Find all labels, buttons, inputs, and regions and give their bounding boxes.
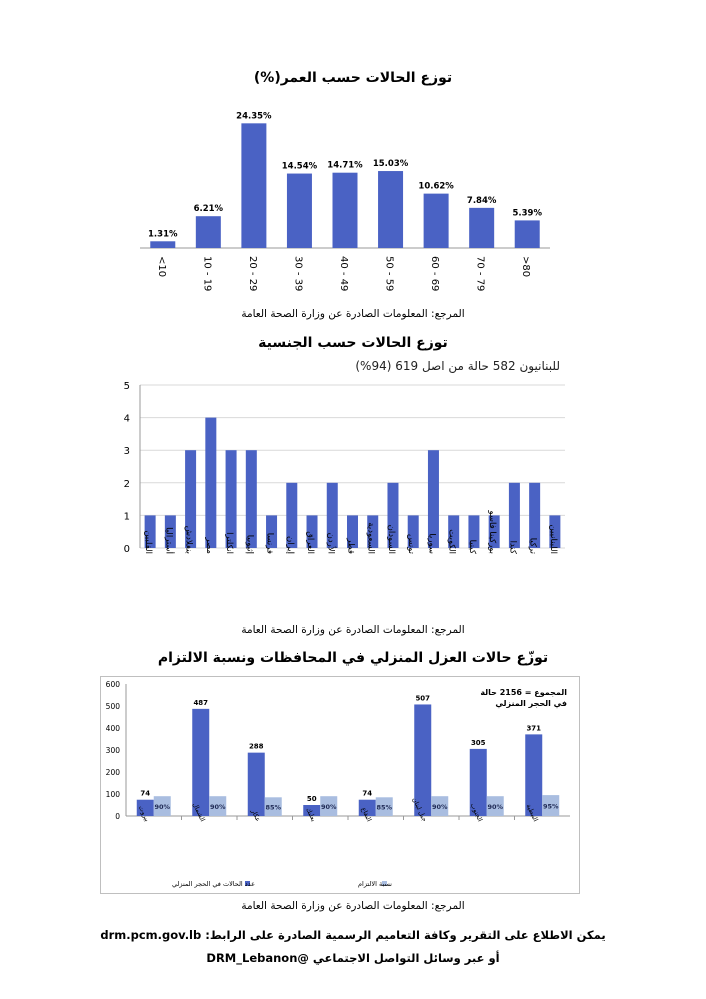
data-label: 1.31% — [148, 229, 178, 240]
data-label-compliance: 90% — [154, 803, 171, 812]
x-tick-label: عكار — [249, 808, 263, 823]
footer-report-link: يمكن الاطلاع على التقرير وكافة التعاميم الرسمية الصادرة على الرابط: drm.pcm.gov.lb — [100, 928, 606, 942]
x-tick-label: الفلبين — [143, 530, 154, 554]
nationality-chart-subtitle: للبنانيون 582 حالة من اصل 619 (94%) — [355, 359, 560, 373]
x-tick-label: 60 - 69 — [429, 256, 441, 292]
x-tick-label: مصر — [203, 537, 214, 554]
x-tick-label: 50 - 59 — [383, 256, 395, 292]
x-tick-label: النبطية — [524, 802, 540, 823]
x-tick-label: كندا — [507, 540, 518, 554]
bar — [205, 418, 216, 548]
x-tick-label: انكلترا — [224, 532, 235, 554]
bar — [515, 220, 540, 248]
x-tick-label: 20 - 29 — [246, 256, 258, 292]
x-tick-label: كينيا — [466, 539, 477, 554]
data-label: 5.39% — [512, 208, 542, 219]
y-tick-label: 0 — [123, 544, 130, 555]
data-label-cases: 74 — [140, 789, 151, 798]
x-tick-label: بوركينا فاسو — [487, 510, 498, 554]
data-label: 14.71% — [327, 160, 363, 171]
age-chart — [130, 100, 560, 305]
data-label: 10.62% — [418, 181, 454, 192]
x-tick-label: فرنسا — [264, 532, 275, 554]
x-tick-label: بيروت — [136, 804, 152, 823]
bar-cases — [192, 709, 209, 816]
x-tick-label: 70 - 79 — [474, 256, 486, 292]
x-tick-label: الجنوب — [468, 801, 485, 823]
chart-border — [101, 677, 580, 894]
x-tick-label: تونس — [406, 534, 417, 554]
x-tick-label: أستراليا — [163, 527, 174, 554]
x-tick-label: العراق — [305, 531, 316, 554]
data-label: 15.03% — [372, 159, 409, 170]
x-tick-label: <10 — [155, 256, 167, 278]
x-tick-label: جبل لبنان — [410, 796, 429, 823]
nationality-chart — [110, 375, 570, 620]
x-tick-label: بعلبك — [304, 806, 318, 823]
x-tick-label: قطر — [345, 538, 356, 554]
legend-label-cases: عدد الحالات في الحجر المنزلي — [171, 880, 255, 888]
age-chart-source: المرجع: المعلومات الصادرة عن وزارة الصحة العامة — [241, 308, 465, 320]
bar — [150, 241, 175, 248]
x-tick-label: اللبنانيين — [547, 524, 558, 554]
data-label-compliance: 85% — [376, 803, 393, 812]
y-tick-label: 3 — [123, 446, 130, 458]
y-tick-label: 5 — [123, 381, 130, 392]
data-label-compliance: 85% — [265, 803, 282, 812]
data-label-compliance: 90% — [320, 803, 337, 812]
isolation-total-annotation: المجموع = 2156 حالة في الحجر المنزلي — [480, 688, 567, 708]
x-tick-label: إثيوبيا — [244, 534, 255, 554]
x-tick-label: السودان — [385, 524, 396, 554]
y-tick-label: 200 — [105, 768, 120, 777]
data-label-cases: 371 — [526, 724, 542, 733]
bar — [287, 174, 312, 248]
data-label-compliance: 90% — [209, 803, 226, 812]
data-label-cases: 50 — [306, 795, 317, 803]
x-tick-label: البقاع — [359, 805, 374, 823]
nationality-chart-title: توزع الحالات حسب الجنسية — [258, 335, 448, 351]
data-label-cases: 288 — [248, 742, 264, 751]
y-tick-label: 0 — [115, 812, 120, 821]
data-label-cases: 74 — [362, 789, 373, 798]
x-tick-label: السعودية — [365, 522, 376, 554]
y-tick-label: 500 — [105, 702, 120, 711]
bar — [241, 123, 266, 248]
bar — [509, 483, 520, 548]
data-label-cases: 487 — [193, 698, 209, 707]
bar — [196, 216, 221, 248]
x-tick-label: 40 - 49 — [338, 256, 349, 292]
x-tick-label: بنغلادش — [183, 525, 194, 554]
data-label: 6.21% — [193, 204, 224, 215]
data-label-compliance: 95% — [542, 802, 559, 811]
x-tick-label: 30 - 39 — [292, 256, 304, 292]
bar — [424, 194, 449, 248]
x-tick-label: الشمال — [190, 801, 207, 823]
bar-cases — [248, 753, 265, 816]
bar — [246, 450, 257, 548]
x-tick-label: 10 - 19 — [201, 256, 213, 292]
isolation-chart-source: المرجع: المعلومات الصادرة عن وزارة الصحة العامة — [241, 900, 465, 912]
y-tick-label: 300 — [105, 746, 120, 755]
bar — [469, 208, 494, 248]
data-label-cases: 305 — [470, 738, 486, 747]
data-label-compliance: 90% — [487, 803, 504, 812]
data-label: 14.54% — [281, 161, 318, 172]
data-label: 7.84% — [466, 195, 497, 206]
footer-social-media: أو عبر وسائل التواصل الاجتماعي @DRM_Lebanon — [206, 951, 500, 965]
x-tick-label: الأردن — [325, 532, 336, 554]
x-tick-label: إيران — [284, 535, 295, 554]
y-tick-label: 1 — [123, 511, 130, 523]
x-tick-label: الكويت — [446, 529, 457, 554]
isolation-chart-title: توزّع حالات العزل المنزلي في المحافظات ونسبة الالتزام — [157, 650, 549, 666]
x-tick-label: تركيا — [527, 537, 538, 554]
y-tick-label: 2 — [123, 478, 130, 490]
bar — [333, 173, 358, 248]
nationality-chart-source: المرجع: المعلومات الصادرة عن وزارة الصحة العامة — [241, 624, 465, 636]
x-tick-label: سوريا — [426, 533, 437, 554]
y-tick-label: 400 — [105, 724, 120, 733]
bar — [378, 171, 403, 248]
legend-label-compliance: نسبة الالتزام — [358, 880, 392, 888]
y-tick-label: 600 — [105, 680, 120, 689]
x-tick-label: >80 — [520, 256, 532, 278]
data-label-cases: 507 — [415, 694, 431, 703]
y-tick-label: 4 — [123, 413, 130, 425]
data-label: 24.35% — [236, 111, 272, 122]
data-label-compliance: 90% — [431, 803, 448, 812]
y-tick-label: 100 — [105, 790, 120, 799]
age-chart-title: توزع الحالات حسب العمر(%) — [253, 70, 453, 86]
